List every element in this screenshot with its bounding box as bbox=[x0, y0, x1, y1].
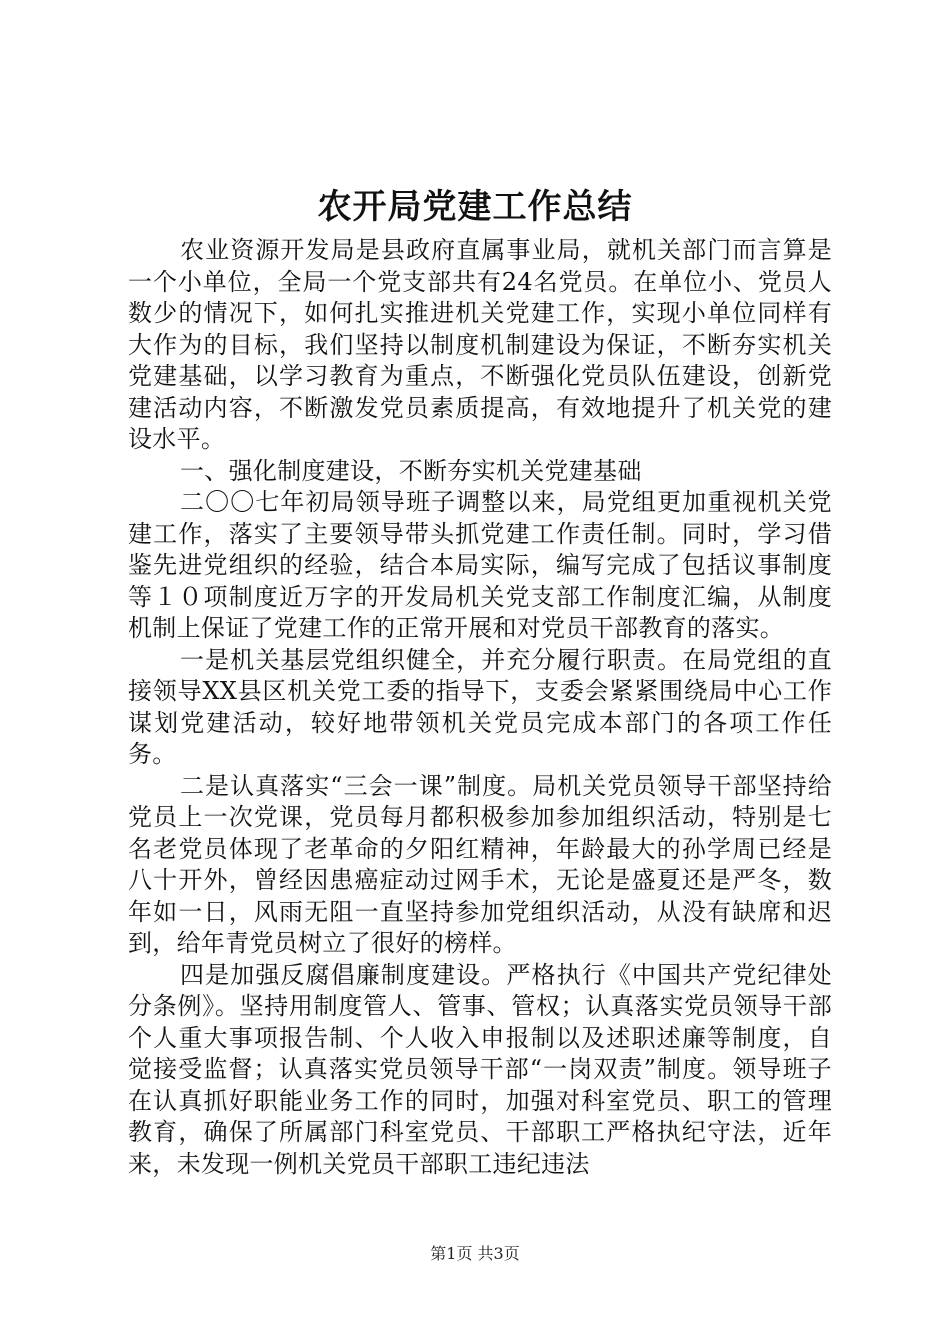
paragraph-system-building: 二〇〇七年初局领导班子调整以来，局党组更加重视机关党建工作，落实了主要领导带头抓党建工作责任制。同时，学习借鉴先进党组织的经验，结合本局实际，编写完成了包括议事制度等１０项制度近万字的开发局机关党支部工作制度汇编，从制度机制上保证了党建工作的正常开展和对党员干部教育的落实。 bbox=[128, 488, 832, 642]
paragraph-point-4: 四是加强反腐倡廉制度建设。严格执行《中国共产党纪律处分条例》。坚持用制度管人、管事、管权；认真落实党员领导干部个人重大事项报告制、个人收入申报制以及述职述廉等制度，自觉接受监督；认真落实党员领导干部“一岗双责”制度。领导班子在认真抓好职能业务工作的同时，加强对科室党员、职工的管理教育，确保了所属部门科室党员、干部职工严格执纪守法，近年来，未发现一例机关党员干部职工违纪违法 bbox=[128, 960, 832, 1178]
document-body bbox=[128, 235, 832, 1180]
page-number: 第1页 共3页 bbox=[430, 1244, 520, 1263]
paragraph-point-2: 二是认真落实“三会一课”制度。局机关党员领导干部坚持给党员上一次党课，党员每月都积极参加参加组织活动，特别是七名老党员体现了老革命的夕阳红精神，年龄最大的孙学周已经是八十开外，曾经因患癌症动过网手术，无论是盛夏还是严冬，数年如一日，风雨无阻一直坚持参加党组织活动，从没有缺席和迟到，给年青党员树立了很好的榜样。 bbox=[128, 771, 832, 957]
paragraph-intro: 农业资源开发局是县政府直属事业局，就机关部门而言算是一个小单位，全局一个党支部共有24名党员。在单位小、党员人数少的情况下，如何扎实推进机关党建工作，实现小单位同样有大作为的目标，我们坚持以制度机制建设为保证，不断夯实机关党建基础，以学习教育为重点，不断强化党员队伍建设，创新党建活动内容，不断激发党员素质提高，有效地提升了机关党的建设水平。 bbox=[128, 236, 832, 453]
document-title: 农开局党建工作总结 bbox=[317, 187, 633, 227]
paragraph-point-1: 一是机关基层党组织健全，并充分履行职责。在局党组的直接领导XX县区机关党工委的指导下，支委会紧紧围绕局中心工作谋划党建活动，较好地带领机关党员完成本部门的各项工作任务。 bbox=[128, 645, 832, 768]
section-heading-1: 一、强化制度建设，不断夯实机关党建基础 bbox=[180, 456, 642, 485]
